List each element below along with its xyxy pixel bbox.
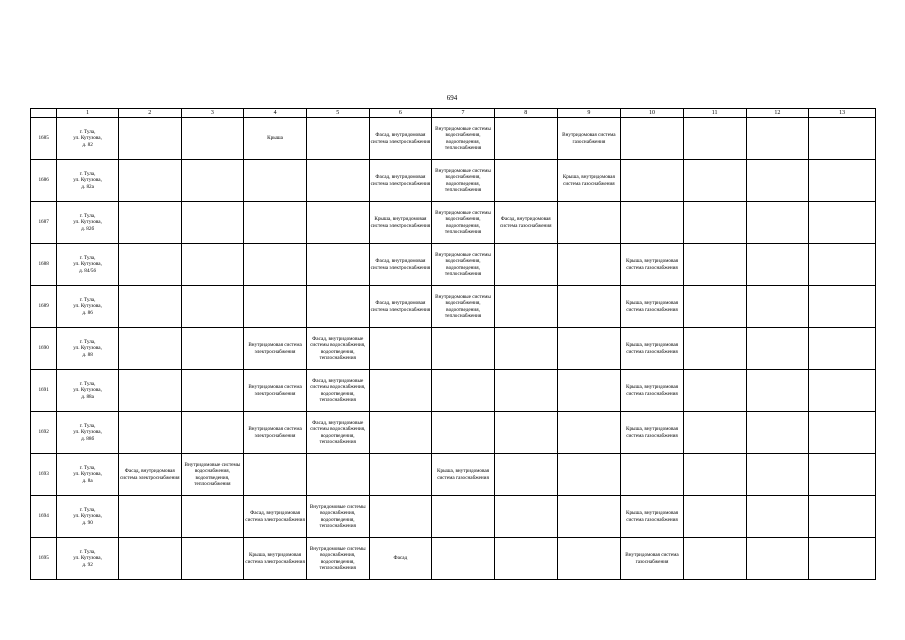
address-line: г. Тула, — [79, 255, 96, 262]
table-row — [31, 412, 876, 454]
column-header: 8 — [494, 109, 557, 118]
work-cell — [369, 412, 432, 454]
address-line: ул. Кутузова, — [73, 177, 102, 184]
work-cell — [557, 202, 621, 244]
work-cell: Внутридомовая система электроснабжения — [244, 328, 307, 370]
row-number: 1695 — [31, 538, 57, 580]
table-row — [31, 496, 876, 538]
work-cell — [118, 370, 181, 412]
address-line: г. Тула, — [79, 213, 96, 220]
work-cell — [118, 286, 181, 328]
work-cell: Внутридомовые системы водоснабжения, водоотведения, теплоснабжения — [432, 202, 495, 244]
address-cell — [57, 538, 119, 580]
work-cell — [244, 202, 307, 244]
work-cell — [557, 412, 621, 454]
address-line: д. 84/56 — [79, 267, 97, 274]
work-cell — [494, 160, 557, 202]
column-header: 3 — [181, 109, 244, 118]
header-blank — [31, 109, 57, 118]
work-cell — [746, 496, 809, 538]
work-cell — [118, 160, 181, 202]
address-cell — [57, 118, 119, 160]
work-cell — [118, 328, 181, 370]
address-line: ул. Кутузова, — [73, 513, 102, 520]
work-cell — [746, 244, 809, 286]
address-line: г. Тула, — [79, 549, 96, 556]
address-cell — [57, 160, 119, 202]
address-line: ул. Кутузова, — [73, 219, 102, 226]
work-cell — [306, 244, 369, 286]
row-number: 1693 — [31, 454, 57, 496]
work-cell: Внутридомовые системы водоснабжения, водоотведения, теплоснабжения — [432, 160, 495, 202]
work-cell: Крыша — [244, 118, 307, 160]
work-cell: Фасад, внутридомовая система электроснабжения — [369, 244, 432, 286]
work-cell — [118, 538, 181, 580]
work-cell — [494, 244, 557, 286]
work-cell — [181, 160, 244, 202]
column-header: 7 — [432, 109, 495, 118]
work-cell: Внутридомовая система газоснабжения — [621, 538, 684, 580]
work-cell — [432, 370, 495, 412]
work-cell — [746, 328, 809, 370]
address-line: г. Тула, — [79, 171, 96, 178]
work-cell — [181, 412, 244, 454]
work-cell — [557, 244, 621, 286]
work-cell: Крыша, внутридомовая система газоснабжения — [621, 496, 684, 538]
table-body — [31, 118, 876, 580]
work-cell — [118, 496, 181, 538]
work-cell — [494, 118, 557, 160]
work-cell: Внутридомовые системы водоснабжения, водоотведения, теплоснабжения — [432, 118, 495, 160]
work-cell: Фасад, внутридомовая система газоснабжения — [494, 202, 557, 244]
work-cell — [306, 118, 369, 160]
address-line: г. Тула, — [79, 381, 96, 388]
column-header: 13 — [809, 109, 876, 118]
work-cell: Внутридомовая система электроснабжения — [244, 412, 307, 454]
column-header: 11 — [683, 109, 746, 118]
row-number: 1691 — [31, 370, 57, 412]
work-cell — [181, 370, 244, 412]
work-cell — [683, 118, 746, 160]
work-cell: Внутридомовые системы водоснабжения, водоотведения, теплоснабжения — [181, 454, 244, 496]
address-line: д. 82 — [82, 141, 93, 148]
table-row — [31, 160, 876, 202]
work-cell — [683, 370, 746, 412]
work-cell — [557, 370, 621, 412]
page-number: 694 — [446, 94, 458, 102]
work-cell: Внутридомовая система газоснабжения — [557, 118, 621, 160]
work-cell — [557, 286, 621, 328]
address-line: ул. Кутузова, — [73, 135, 102, 142]
work-cell — [432, 412, 495, 454]
work-cell: Крыша, внутридомовая система электроснабжения — [244, 538, 307, 580]
table-row — [31, 118, 876, 160]
work-cell — [557, 328, 621, 370]
work-cell — [809, 160, 876, 202]
work-cell: Фасад, внутридомовая система электроснабжения — [244, 496, 307, 538]
work-cell: Крыша, внутридомовая система газоснабжения — [557, 160, 621, 202]
work-cell — [809, 328, 876, 370]
address-line: д. 86 — [82, 309, 93, 316]
work-cell — [557, 496, 621, 538]
work-cell — [494, 538, 557, 580]
repair-schedule-table — [30, 108, 876, 580]
column-header: 12 — [746, 109, 809, 118]
row-number: 1687 — [31, 202, 57, 244]
address-cell — [57, 370, 119, 412]
address-cell — [57, 286, 119, 328]
work-cell — [683, 202, 746, 244]
address-cell — [57, 328, 119, 370]
work-cell — [181, 244, 244, 286]
row-number: 1692 — [31, 412, 57, 454]
row-number: 1689 — [31, 286, 57, 328]
work-cell: Внутридомовые системы водоснабжения, водоотведения, теплоснабжения — [432, 244, 495, 286]
address-line: г. Тула, — [79, 465, 96, 472]
work-cell — [306, 286, 369, 328]
work-cell: Фасад, внутридомовая система электроснабжения — [369, 118, 432, 160]
address-line: д. 8а — [82, 477, 93, 484]
work-cell — [494, 286, 557, 328]
address-line: д. 88б — [81, 435, 95, 442]
work-cell — [244, 286, 307, 328]
work-cell — [746, 454, 809, 496]
work-cell — [621, 160, 684, 202]
address-cell — [57, 454, 119, 496]
column-header: 10 — [621, 109, 684, 118]
work-cell — [683, 412, 746, 454]
address-line: д. 88а — [81, 393, 94, 400]
address-line: д. 92 — [82, 561, 93, 568]
table-row — [31, 370, 876, 412]
table-row — [31, 286, 876, 328]
work-cell — [809, 538, 876, 580]
work-cell: Крыша, внутридомовая система газоснабжения — [621, 412, 684, 454]
work-cell: Внутридомовые системы водоснабжения, водоотведения, теплоснабжения — [432, 286, 495, 328]
work-cell — [557, 538, 621, 580]
work-cell — [369, 328, 432, 370]
work-cell — [746, 370, 809, 412]
work-cell — [369, 496, 432, 538]
work-cell — [746, 160, 809, 202]
work-cell — [494, 496, 557, 538]
column-header: 2 — [118, 109, 181, 118]
work-cell — [809, 454, 876, 496]
address-line: ул. Кутузова, — [73, 555, 102, 562]
work-cell — [683, 244, 746, 286]
work-cell — [181, 118, 244, 160]
work-cell: Крыша, внутридомовая система газоснабжения — [621, 244, 684, 286]
work-cell — [494, 370, 557, 412]
table-row — [31, 328, 876, 370]
table-row — [31, 538, 876, 580]
work-cell — [621, 202, 684, 244]
address-line: д. 90 — [82, 519, 93, 526]
work-cell — [557, 454, 621, 496]
work-cell: Фасад, внутридомовая система электроснабжения — [369, 286, 432, 328]
address-cell — [57, 412, 119, 454]
work-cell: Крыша, внутридомовая система газоснабжения — [432, 454, 495, 496]
work-cell: Внутридомовая система электроснабжения — [244, 370, 307, 412]
work-cell — [306, 160, 369, 202]
work-cell — [181, 202, 244, 244]
work-cell: Фасад, внутридомовые системы водоснабжения, водоотведения, теплоснабжения — [306, 412, 369, 454]
work-cell: Фасад, внутридомовые системы водоснабжения, водоотведения, теплоснабжения — [306, 370, 369, 412]
work-cell — [244, 244, 307, 286]
address-line: ул. Кутузова, — [73, 429, 102, 436]
work-cell — [181, 496, 244, 538]
work-cell — [118, 202, 181, 244]
row-number: 1686 — [31, 160, 57, 202]
work-cell — [244, 160, 307, 202]
work-cell — [432, 496, 495, 538]
work-cell — [746, 202, 809, 244]
work-cell: Крыша, внутридомовая система газоснабжения — [621, 286, 684, 328]
work-cell — [306, 454, 369, 496]
work-cell — [809, 412, 876, 454]
work-cell — [369, 454, 432, 496]
address-line: ул. Кутузова, — [73, 303, 102, 310]
address-line: д. 82а — [81, 183, 94, 190]
work-cell — [118, 412, 181, 454]
work-cell — [494, 328, 557, 370]
column-header: 9 — [557, 109, 621, 118]
header-row — [31, 109, 876, 118]
work-cell — [809, 286, 876, 328]
work-cell — [306, 202, 369, 244]
column-header: 4 — [244, 109, 307, 118]
column-header: 6 — [369, 109, 432, 118]
work-cell — [181, 286, 244, 328]
row-number: 1685 — [31, 118, 57, 160]
work-cell — [621, 454, 684, 496]
work-cell — [683, 538, 746, 580]
work-cell — [746, 412, 809, 454]
work-cell — [746, 538, 809, 580]
column-header: 5 — [306, 109, 369, 118]
work-cell: Фасад — [369, 538, 432, 580]
address-line: д. 88 — [82, 351, 93, 358]
address-cell — [57, 244, 119, 286]
address-line: д. 82б — [81, 225, 95, 232]
address-line: ул. Кутузова, — [73, 345, 102, 352]
work-cell — [432, 538, 495, 580]
work-cell — [683, 328, 746, 370]
address-line: г. Тула, — [79, 423, 96, 430]
work-cell — [118, 118, 181, 160]
work-cell — [683, 286, 746, 328]
address-line: г. Тула, — [79, 339, 96, 346]
work-cell — [683, 496, 746, 538]
table-row — [31, 454, 876, 496]
work-cell — [181, 328, 244, 370]
row-number: 1694 — [31, 496, 57, 538]
table-row — [31, 244, 876, 286]
row-number: 1688 — [31, 244, 57, 286]
address-cell — [57, 496, 119, 538]
work-cell — [746, 286, 809, 328]
work-cell: Внутридомовые системы водоснабжения, водоотведения, теплоснабжения — [306, 538, 369, 580]
work-cell — [244, 454, 307, 496]
address-line: г. Тула, — [79, 507, 96, 514]
column-header: 1 — [57, 109, 119, 118]
row-number: 1690 — [31, 328, 57, 370]
address-line: г. Тула, — [79, 129, 96, 136]
address-cell — [57, 202, 119, 244]
work-cell — [181, 538, 244, 580]
work-cell — [118, 244, 181, 286]
work-cell — [809, 244, 876, 286]
work-cell — [369, 370, 432, 412]
work-cell — [809, 496, 876, 538]
work-cell: Фасад, внутридомовая система электроснабжения — [118, 454, 181, 496]
work-cell: Крыша, внутридомовая система газоснабжения — [621, 370, 684, 412]
table-row — [31, 202, 876, 244]
work-cell — [683, 160, 746, 202]
address-line: г. Тула, — [79, 297, 96, 304]
work-cell — [494, 454, 557, 496]
work-cell — [683, 454, 746, 496]
work-cell: Внутридомовые системы водоснабжения, водоотведения, теплоснабжения — [306, 496, 369, 538]
work-cell: Крыша, внутридомовая система электроснабжения — [369, 202, 432, 244]
work-cell: Фасад, внутридомовая система электроснабжения — [369, 160, 432, 202]
work-cell — [432, 328, 495, 370]
work-cell — [809, 202, 876, 244]
work-cell — [621, 118, 684, 160]
address-line: ул. Кутузова, — [73, 261, 102, 268]
address-line: ул. Кутузова, — [73, 387, 102, 394]
work-cell — [494, 412, 557, 454]
work-cell: Крыша, внутридомовая система газоснабжения — [621, 328, 684, 370]
address-line: ул. Кутузова, — [73, 471, 102, 478]
work-cell — [809, 370, 876, 412]
work-cell — [746, 118, 809, 160]
work-cell — [809, 118, 876, 160]
work-cell: Фасад, внутридомовые системы водоснабжения, водоотведения, теплоснабжения — [306, 328, 369, 370]
